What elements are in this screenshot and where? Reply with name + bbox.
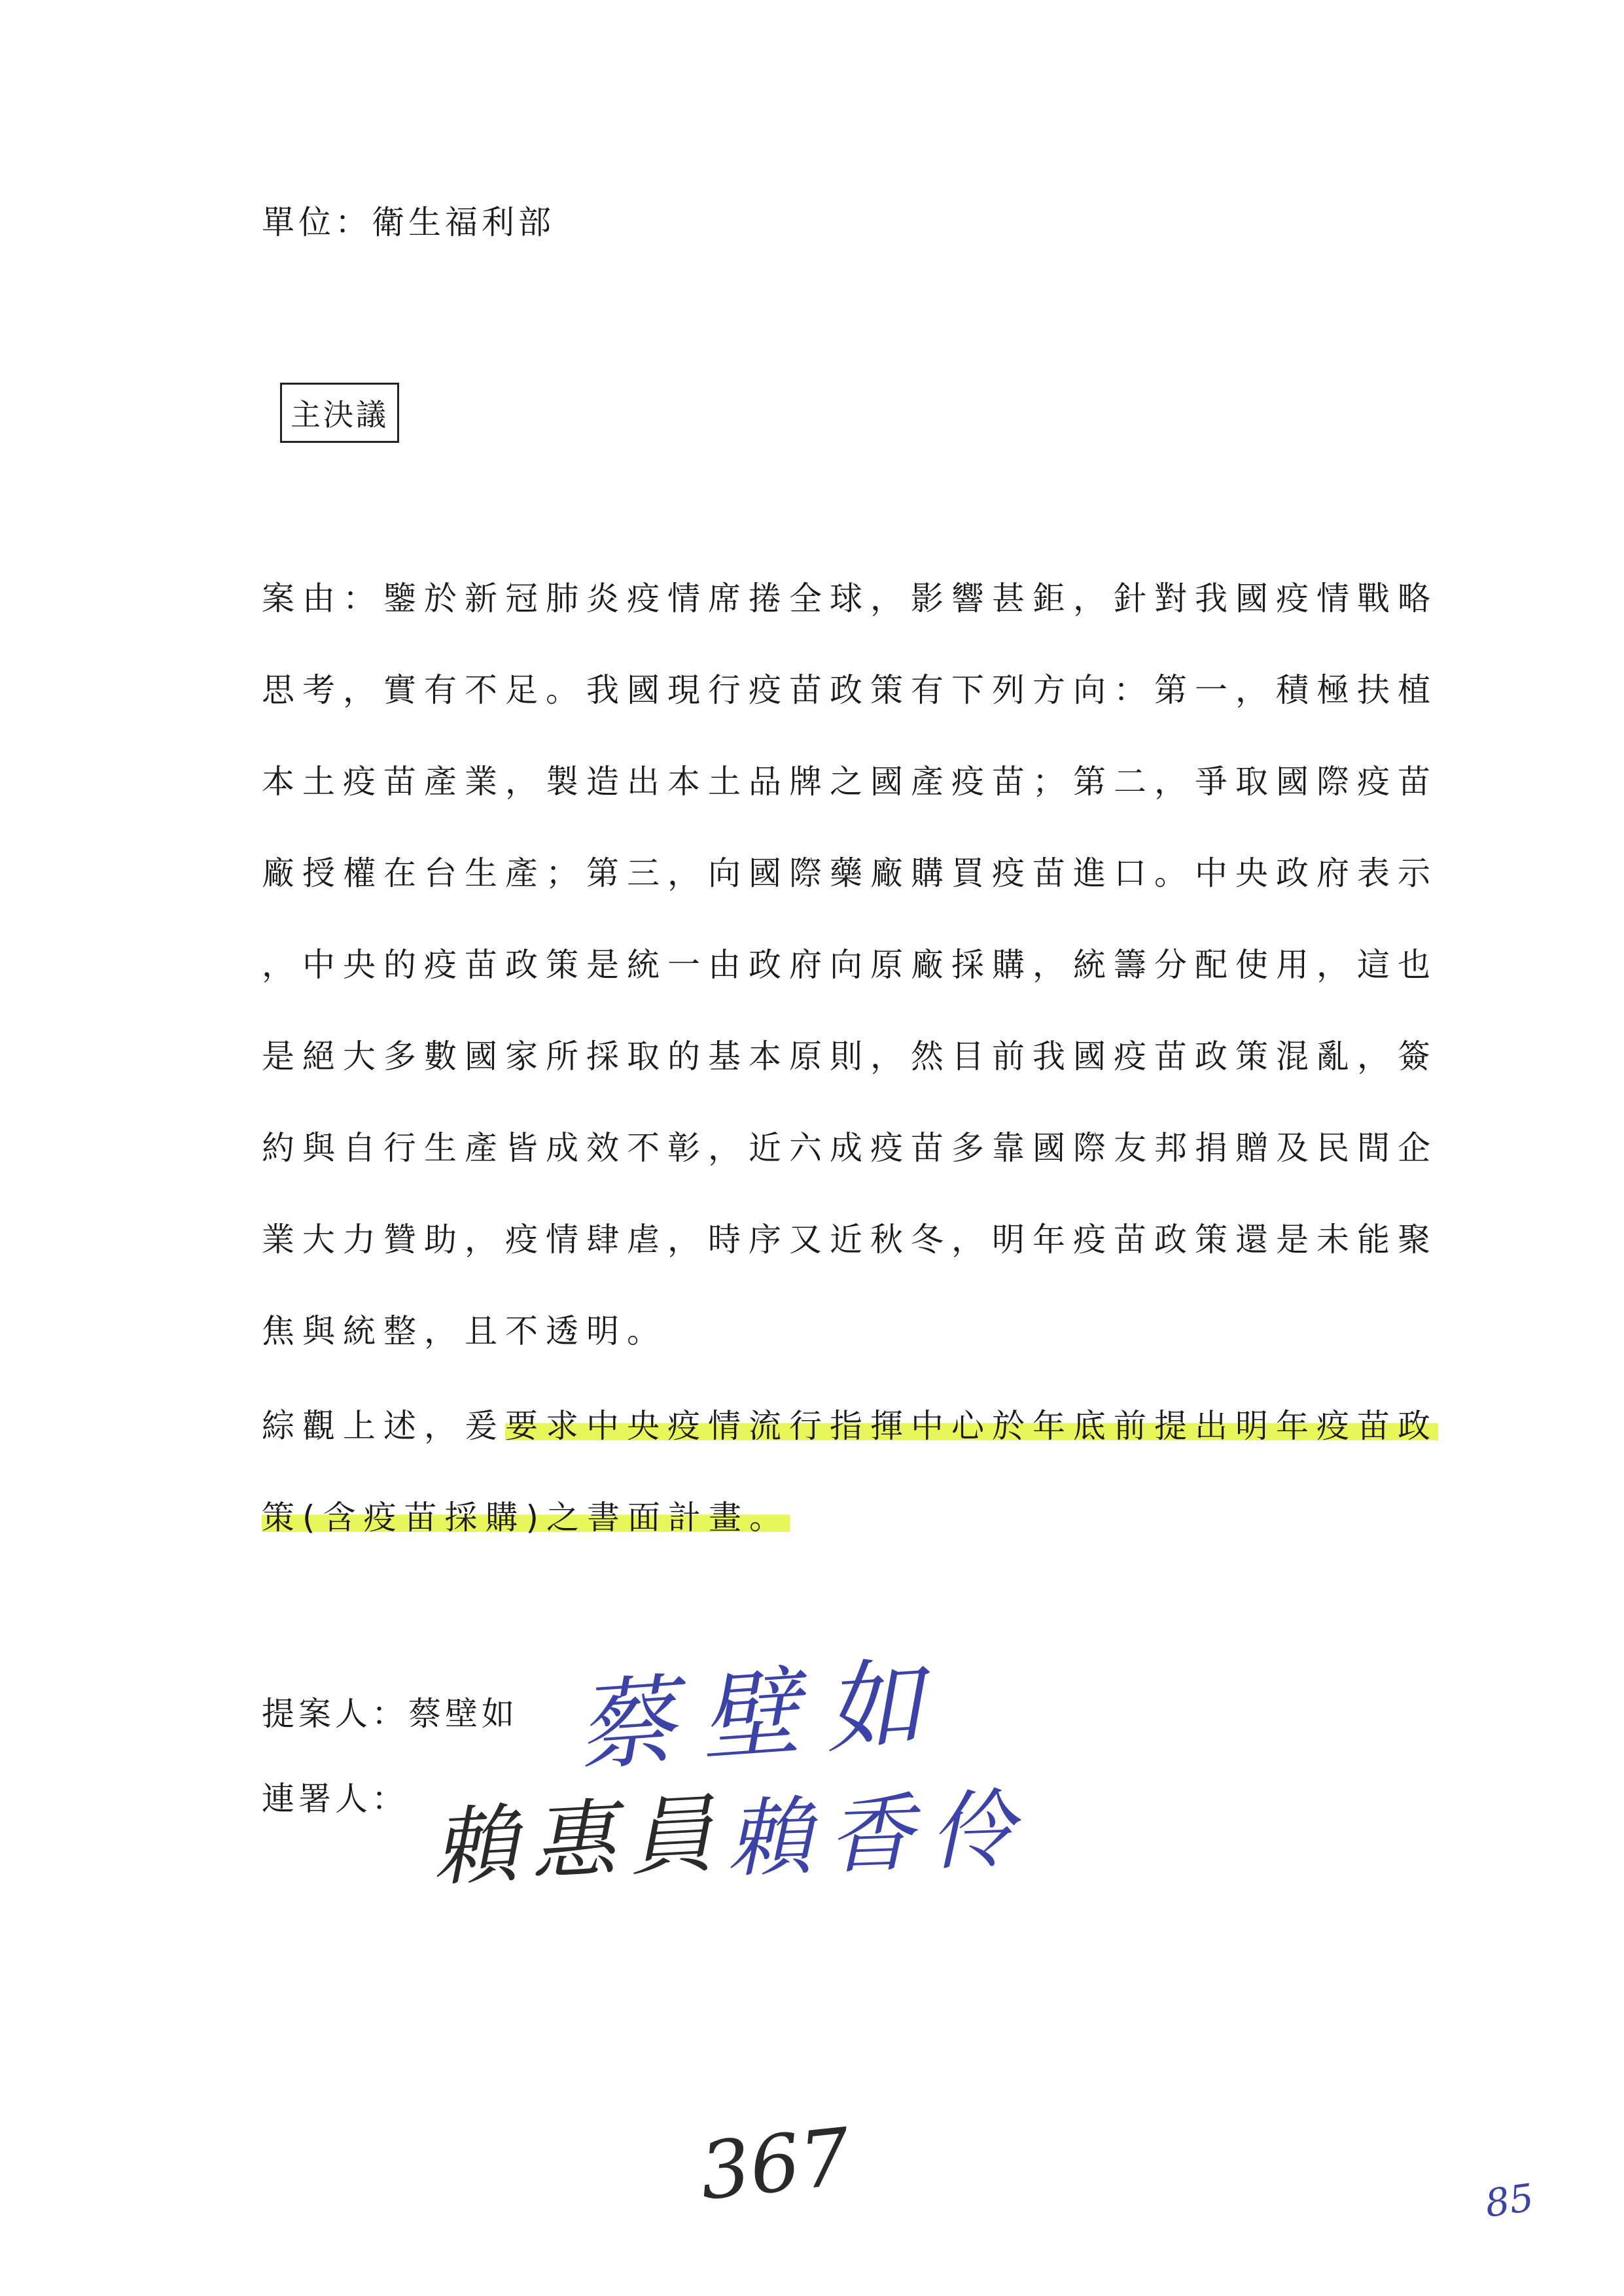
conclusion-prefix: 綜觀上述，爰	[262, 1407, 505, 1445]
highlighted-text: 要求中央疫情流行指揮中心於年底前提出明年疫苗政	[505, 1407, 1438, 1445]
cosigner-label: 連署人：	[262, 1780, 408, 1818]
handwritten-corner-number: 85	[1482, 2175, 1537, 2226]
reason-line: ，中央的疫苗政策是統一由政府向原廠採購，統籌分配使用，這也	[262, 946, 1438, 984]
proposer-label: 提案人：蔡壁如	[262, 1695, 518, 1733]
conclusion-line-2	[262, 1491, 790, 1539]
conclusion-line-1	[262, 1400, 1438, 1447]
handwritten-page-number: 367	[696, 2112, 855, 2218]
reason-line: 約與自行生產皆成效不彰，近六成疫苗多靠國際友邦捐贈及民間企	[262, 1129, 1438, 1167]
reason-line: 案由：鑒於新冠肺炎疫情席捲全球，影響甚鉅，針對我國疫情戰略	[262, 580, 1438, 617]
reason-line: 本土疫苗產業，製造出本土品牌之國產疫苗；第二，爭取國際疫苗	[262, 763, 1438, 801]
proposer-signature: 蔡壁如	[573, 1645, 953, 1785]
resolution-label: 主決議	[291, 397, 389, 432]
reason-line: 業大力贊助，疫情肆虐，時序又近秋冬，明年疫苗政策還是未能聚	[262, 1221, 1438, 1259]
resolution-label-box	[280, 383, 399, 443]
reason-line: 思考，實有不足。我國現行疫苗政策有下列方向：第一，積極扶植	[262, 671, 1438, 709]
reason-line: 焦與統整，且不透明。	[262, 1312, 667, 1350]
unit-header: 單位：衛生福利部	[262, 203, 555, 241]
cosigner-signature-1: 賴惠員	[429, 1783, 730, 1898]
highlighted-text: 策(含疫苗採購)之書面計畫。	[262, 1499, 790, 1537]
reason-line: 是絕大多數國家所採取的基本原則，然目前我國疫苗政策混亂，簽	[262, 1037, 1438, 1075]
cosigner-signature-2: 賴香伶	[724, 1779, 1033, 1890]
reason-line: 廠授權在台生產；第三，向國際藥廠購買疫苗進口。中央政府表示	[262, 854, 1438, 892]
